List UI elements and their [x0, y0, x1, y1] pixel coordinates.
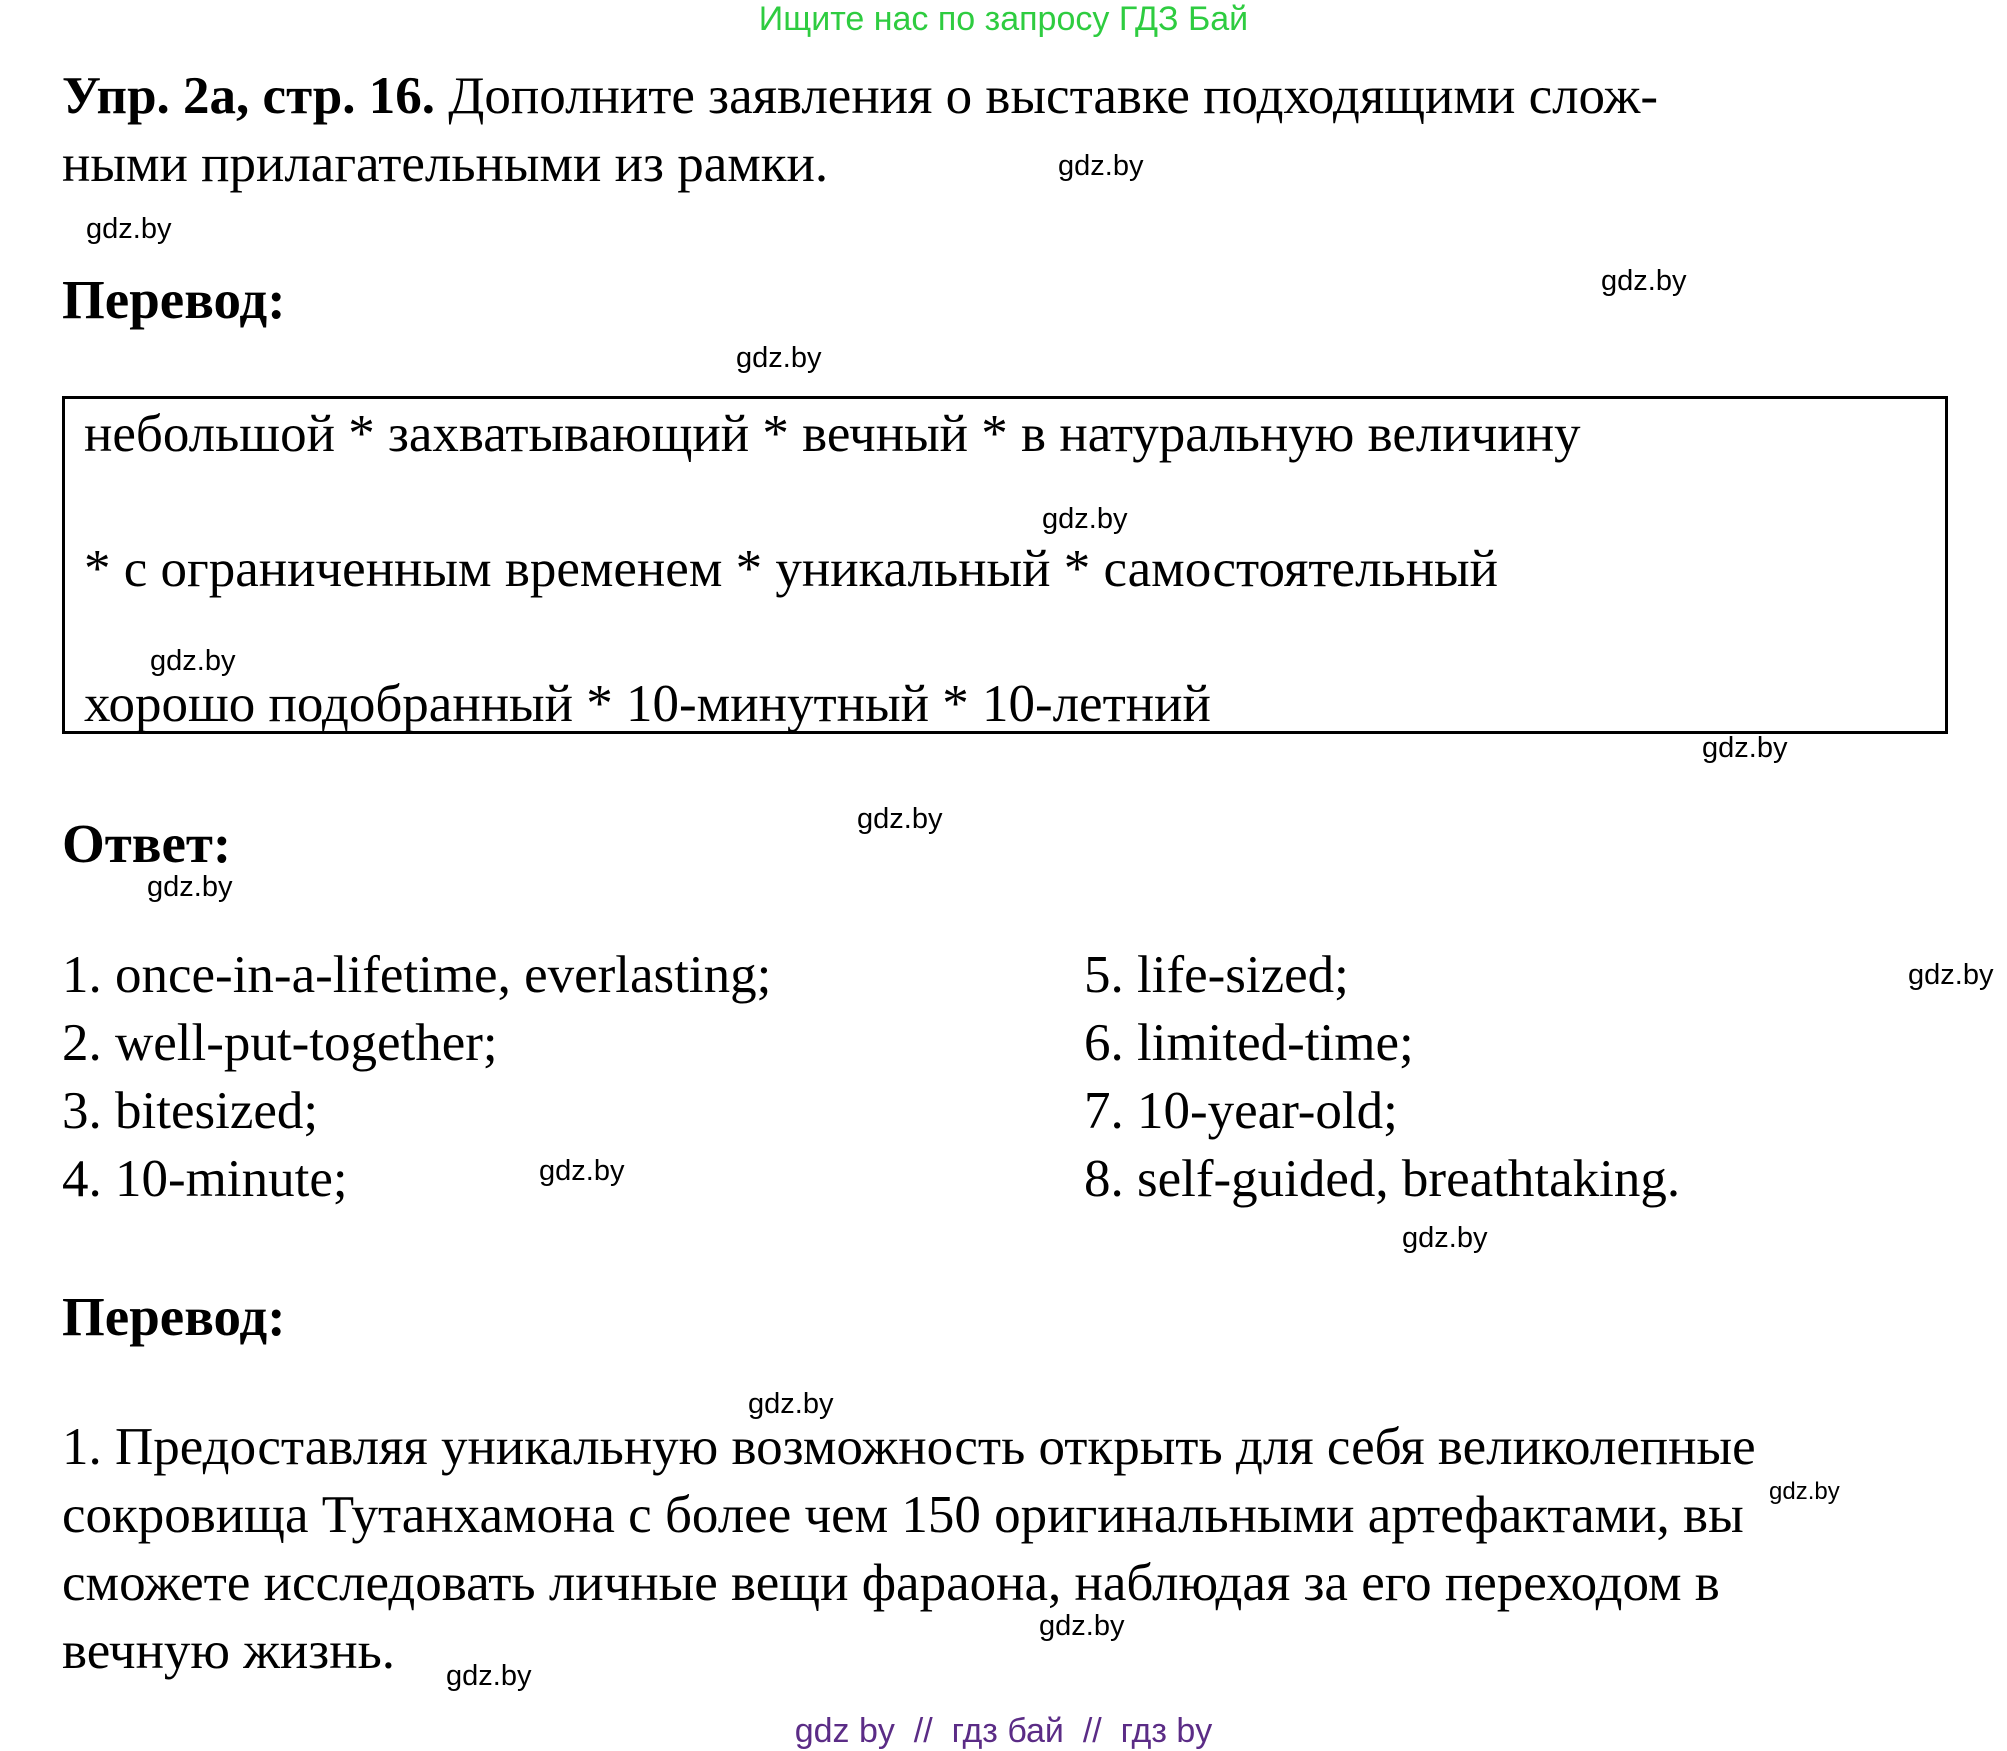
footer-links: gdz by // гдз бай // гдз by: [794, 1712, 1213, 1750]
watermark: gdz.by: [736, 342, 822, 374]
watermark: gdz.by: [1039, 1610, 1125, 1642]
word-box-line1: небольшой * захватывающий * вечный * в натуральную величину: [84, 405, 1581, 463]
answer-item: 5. life-sized;: [1084, 946, 1349, 1004]
translation-line: 1. Предоставляя уникальную возможность открыть для себя великолепные: [62, 1418, 1756, 1476]
word-box-line3: хорошо подобранный * 10-минутный * 10-летний: [84, 675, 1211, 733]
answer-heading: Ответ:: [62, 813, 232, 874]
translation-heading-2: Перевод:: [62, 1286, 286, 1347]
answer-item: 6. limited-time;: [1084, 1014, 1414, 1072]
translation-line: вечную жизнь.: [62, 1622, 395, 1680]
watermark: gdz.by: [86, 213, 172, 245]
watermark: gdz.by: [539, 1155, 625, 1187]
watermark: gdz.by: [1058, 150, 1144, 182]
translation-line: сокровища Тутанхамона с более чем 150 оригинальными артефактами, вы: [62, 1486, 1744, 1544]
watermark: gdz.by: [1769, 1478, 1840, 1505]
answer-item: 8. self-guided, breathtaking.: [1084, 1150, 1681, 1208]
watermark: gdz.by: [446, 1660, 532, 1692]
watermark: gdz.by: [1601, 265, 1687, 297]
answer-item: 3. bitesized;: [62, 1082, 319, 1140]
watermark: gdz.by: [1908, 959, 1994, 991]
exercise-text-line2: ными прилагательными из рамки.: [62, 135, 829, 193]
watermark: gdz.by: [150, 645, 236, 677]
watermark: gdz.by: [748, 1388, 834, 1420]
exercise-task: [62, 62, 1862, 198]
exercise-label: Упр. 2a, стр. 16.: [62, 67, 435, 125]
search-banner: Ищите нас по запросу ГДЗ Бай: [758, 0, 1249, 38]
answer-item: 7. 10-year-old;: [1084, 1082, 1398, 1140]
word-box-line2: * с ограниченным временем * уникальный * самостоятельный: [84, 540, 1499, 598]
translation-heading: Перевод:: [62, 269, 286, 330]
watermark: gdz.by: [147, 871, 233, 903]
exercise-text-line1: Дополните заявления о выставке подходящими слож-: [448, 67, 1658, 125]
watermark: gdz.by: [1702, 732, 1788, 764]
answer-item: 1. once-in-a-lifetime, everlasting;: [62, 946, 772, 1004]
translation-line: сможете исследовать личные вещи фараона, наблюдая за его переходом в: [62, 1554, 1720, 1612]
watermark: gdz.by: [857, 803, 943, 835]
watermark: gdz.by: [1042, 503, 1128, 535]
answer-item: 2. well-put-together;: [62, 1014, 498, 1072]
answer-item: 4. 10-minute;: [62, 1150, 348, 1208]
watermark: gdz.by: [1402, 1222, 1488, 1254]
